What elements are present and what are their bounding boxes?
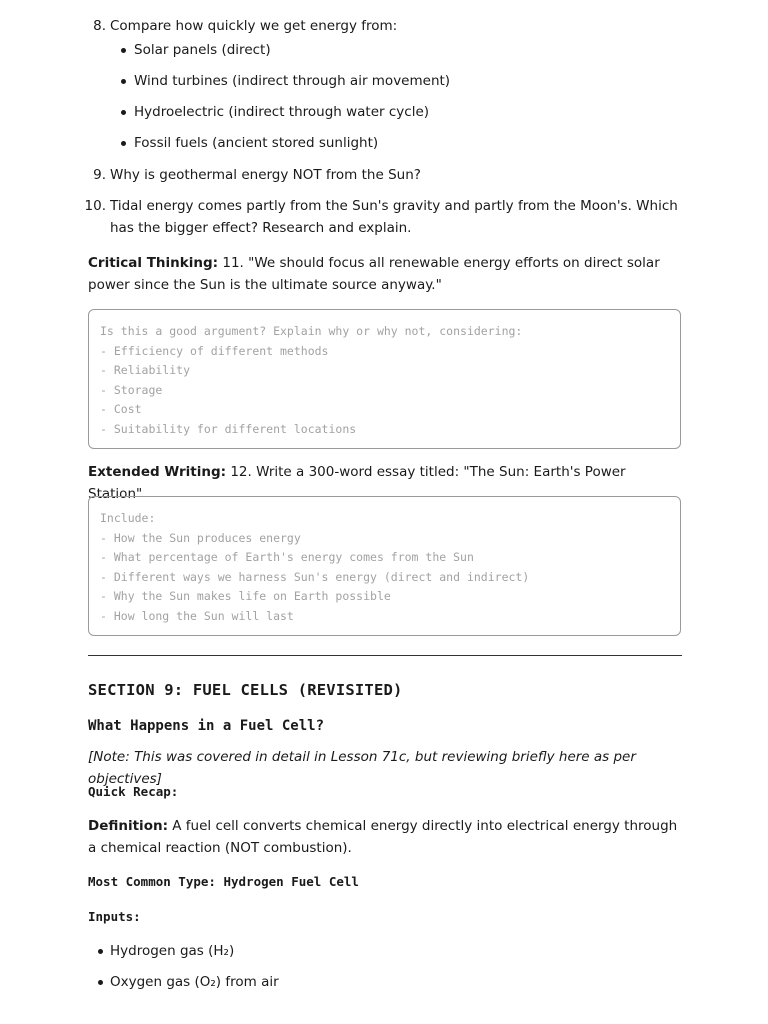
list-item: Hydrogen gas (H₂) <box>110 941 704 961</box>
list-item: Fossil fuels (ancient stored sunlight) <box>134 133 704 153</box>
inputs-label: Inputs: <box>88 909 141 924</box>
question-list-cont <box>88 164 704 186</box>
question-9 <box>93 164 704 186</box>
question-8 <box>93 15 704 153</box>
extended-writing-label: Extended Writing: <box>88 464 227 480</box>
section-note: [Note: This was covered in detail in Lesson 71c, but reviewing briefly here as per objectives] <box>88 749 636 787</box>
list-item: Solar panels (direct) <box>134 40 704 60</box>
question-number: 8. <box>93 18 106 34</box>
extended-writing-text: 12. Write a 300-word essay titled: "The Sun: Earth's Power Station" <box>88 464 626 502</box>
definition-text: A fuel cell converts chemical energy directly into electrical energy through a chemical reaction (NOT combustion). <box>88 818 678 856</box>
section-title: SECTION 9: FUEL CELLS (REVISITED) <box>88 681 403 699</box>
section-subtitle: What Happens in a Fuel Cell? <box>88 718 325 734</box>
definition-paragraph <box>88 815 682 859</box>
inputs-list <box>88 941 704 1003</box>
question-10 <box>84 195 704 239</box>
critical-thinking-prompt <box>88 252 682 296</box>
question-text: Why is geothermal energy NOT from the Sun? <box>110 167 421 183</box>
most-common-type: Most Common Type: Hydrogen Fuel Cell <box>88 874 359 889</box>
question-text: Tidal energy comes partly from the Sun's gravity and partly from the Moon's. Which has the bigger effect? Research and explain. <box>110 198 678 236</box>
question-number: 10. <box>84 198 106 214</box>
list-item: Wind turbines (indirect through air movement) <box>134 71 704 91</box>
question-text: Compare how quickly we get energy from: <box>110 18 398 34</box>
question-list <box>88 15 704 164</box>
quick-recap-label: Quick Recap: <box>88 784 179 799</box>
critical-thinking-text: 11. "We should focus all renewable energy efforts on direct solar power since the Sun is the ultimate source anyway." <box>88 255 660 293</box>
extended-writing-answer-box[interactable]: Include: - How the Sun produces energy - What percentage of Earth's energy comes from the Sun - Different ways we harness Sun's energy (direct and indirect) - Why the Sun makes life on Earth possible - How long the Sun will last <box>88 496 681 636</box>
question-number: 9. <box>93 167 106 183</box>
list-item: Hydroelectric (indirect through water cycle) <box>134 102 704 122</box>
critical-thinking-label: Critical Thinking: <box>88 255 219 271</box>
question-list-cont <box>84 195 704 239</box>
definition-label: Definition: <box>88 818 168 834</box>
list-item: Oxygen gas (O₂) from air <box>110 972 704 992</box>
critical-thinking-answer-box[interactable]: Is this a good argument? Explain why or why not, considering: - Efficiency of different methods - Reliability - Storage - Cost - Suitability for different locations <box>88 309 681 449</box>
section-divider <box>88 655 682 656</box>
energy-source-list <box>110 40 704 153</box>
